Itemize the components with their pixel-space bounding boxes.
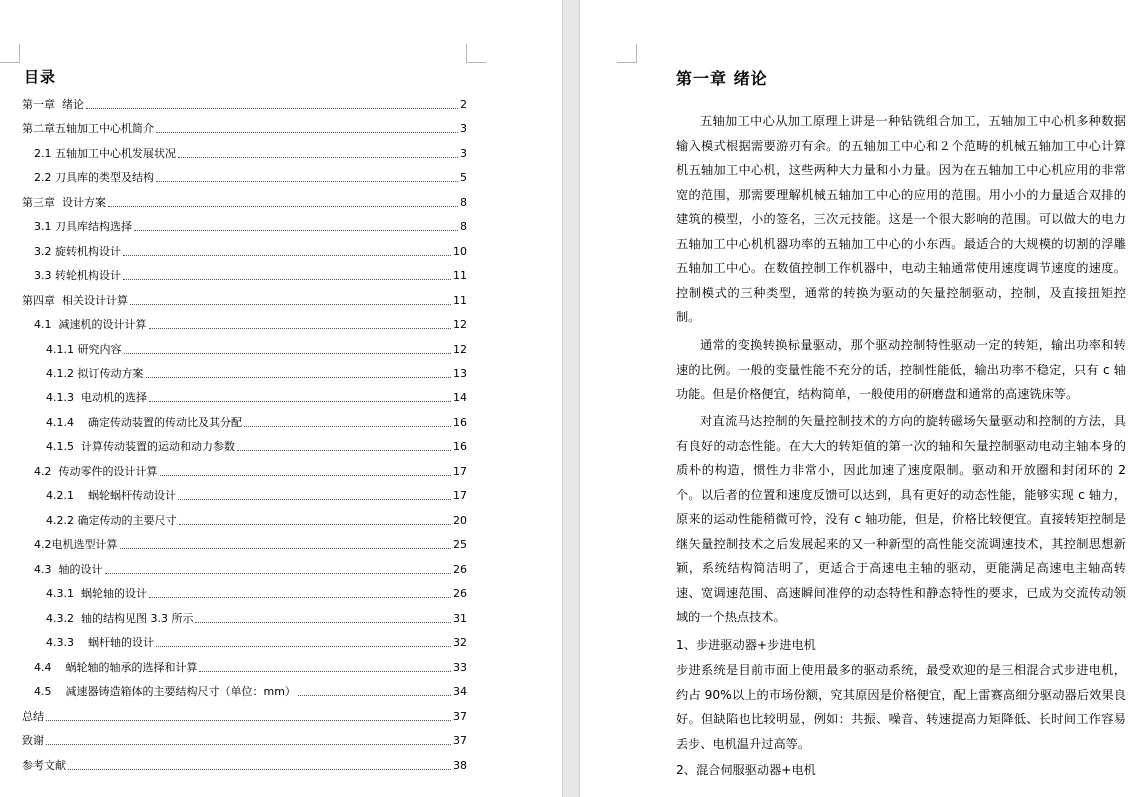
toc-entry-text: 4.1 减速机的设计计算 [34, 318, 147, 331]
toc-entry-page: 8 [460, 196, 467, 209]
toc-entry-text: 4.3.2 轴的结构见图 3.3 所示 [46, 612, 194, 625]
toc-entry[interactable] [46, 416, 467, 430]
toc-entry-text: 总结 [22, 710, 44, 723]
body-paragraph: 通常的变换转换标量驱动，那个驱动控制特性驱动一定的转矩，输出功率和转速的比例。一般的变量性能不充分的话，控制性能低，输出功率不稳定，只有 c 轴功能。但是价格便宜，结构简单，一般使用的研磨盘和通常的高速铣床等。 [676, 338, 1126, 401]
toc-entry[interactable] [46, 367, 467, 381]
toc-entry[interactable] [46, 587, 467, 601]
toc-leader [123, 279, 451, 280]
toc-title: 目录 [24, 68, 57, 86]
toc-entry-text: 4.3.1 蜗轮轴的设计 [46, 587, 147, 600]
toc-entry[interactable] [22, 196, 467, 210]
toc-entry-text: 3.2 旋转机构设计 [34, 245, 121, 258]
toc-entry-text: 4.1.4 确定传动装置的传动比及其分配 [46, 416, 242, 429]
toc-entry-text: 4.1.5 计算传动装置的运动和动力参数 [46, 440, 235, 453]
toc-leader [156, 132, 458, 133]
toc-entry[interactable] [34, 171, 467, 185]
toc-entry[interactable] [34, 269, 467, 283]
toc-entry-text: 4.5 减速器铸造箱体的主要结构尺寸（单位：mm） [34, 685, 296, 698]
toc-entry-page: 16 [453, 440, 467, 453]
toc-entry[interactable] [22, 759, 467, 773]
toc-entry[interactable] [34, 538, 467, 552]
toc-entry-page: 33 [453, 661, 467, 674]
toc-leader [156, 181, 458, 182]
toc-entry-text: 4.2 传动零件的设计计算 [34, 465, 158, 478]
toc-entry-page: 13 [453, 367, 467, 380]
toc-leader [298, 695, 451, 696]
list-heading: 1、步进驱动器+步进电机 [676, 638, 816, 652]
toc-entry[interactable] [34, 318, 467, 332]
toc-entry[interactable] [34, 685, 467, 699]
toc-entry-page: 37 [453, 734, 467, 747]
toc-entry-text: 3.1 刀具库结构选择 [34, 220, 132, 233]
toc-entry-page: 12 [453, 318, 467, 331]
toc-leader [178, 157, 458, 158]
toc-entry-text: 2.1 五轴加工中心机发展状况 [34, 147, 176, 160]
toc-entry[interactable] [46, 636, 467, 650]
toc-entry-page: 11 [453, 294, 467, 307]
toc-entry-page: 8 [460, 220, 467, 233]
toc-entry[interactable] [34, 220, 467, 234]
toc-entry-page: 12 [453, 343, 467, 356]
toc-leader [86, 108, 458, 109]
toc-leader [179, 524, 452, 525]
toc-entry-text: 4.1.2 拟订传动方案 [46, 367, 144, 380]
toc-entry-text: 4.3.3 蜗杆轴的设计 [46, 636, 154, 649]
list-heading: 2、混合伺服驱动器+电机 [676, 763, 816, 777]
toc-entry[interactable] [34, 147, 467, 161]
toc-entry[interactable] [22, 734, 467, 748]
toc-entry[interactable] [34, 563, 467, 577]
toc-entry-page: 17 [453, 489, 467, 502]
body-paragraph: 步进系统是目前市面上使用最多的驱动系统，最受欢迎的是三相混合式步进电机，约占 90%以上的市场份额，究其原因是价格便宜，配上雷赛高细分驱动器后效果良好。但缺陷也比较明显，例如：共振、噪音、转速提高力矩降低、长时间工作容易丢步、电机温升过高等。 [676, 663, 1126, 751]
toc-entry-page: 31 [453, 612, 467, 625]
toc-entry-page: 2 [460, 98, 467, 111]
toc-leader [156, 646, 451, 647]
toc-entry-page: 3 [460, 147, 467, 160]
toc-entry[interactable] [46, 391, 467, 405]
toc-entry-text: 4.2.1 蜗轮蜗杆传动设计 [46, 489, 176, 502]
page-gap [562, 0, 580, 797]
toc-entry-page: 5 [460, 171, 467, 184]
toc-entry[interactable] [22, 710, 467, 724]
toc-leader [68, 769, 451, 770]
toc-leader [124, 353, 452, 354]
body-paragraph: 五轴加工中心从加工原理上讲是一种钻铣组合加工，五轴加工中心机多种数据输入模式根据需要游刃有余。的五轴加工中心和２个范畴的机械五轴加工中心计算机五轴加工中心机，这些两种大力量和小力量。因为在五轴加工中心机应用的非常宽的范围，那需要理解机械五轴加工中心的应用的范围。用小小的力量适合双排的建筑的模型，小的签名，三次元技能。这是一个很大影响的范围。可以做大的电力五轴加工中心机机器功率的五轴加工中心的小东西。最适合的大规模的切割的浮雕五轴加工中心。在数值控制工作机器中，电动主轴通常使用速度调节速度的速度。控制模式的三种类型，通常的转换为驱动的矢量控制驱动，控制，及直接扭矩控制。 [676, 114, 1126, 324]
toc-entry-text: 致谢 [22, 734, 44, 747]
toc-entry-page: 10 [453, 245, 467, 258]
crop-mark-top-left [617, 44, 637, 63]
toc-entry[interactable] [34, 465, 467, 479]
toc-entry[interactable] [46, 440, 467, 454]
toc-entry[interactable] [34, 245, 467, 259]
crop-mark-top-right [466, 44, 486, 63]
toc-entry-text: 4.1.1 研究内容 [46, 343, 122, 356]
toc-entry-text: 2.2 刀具库的类型及结构 [34, 171, 154, 184]
toc-entry-page: 32 [453, 636, 467, 649]
toc-entry-page: 25 [453, 538, 467, 551]
toc-entry-text: 4.4 蜗轮轴的轴承的选择和计算 [34, 661, 198, 674]
toc-leader [46, 720, 451, 721]
toc-entry[interactable] [46, 343, 467, 357]
toc-leader [120, 548, 452, 549]
toc-leader [237, 450, 451, 451]
toc-leader [149, 328, 452, 329]
toc-leader [146, 377, 452, 378]
toc-leader [149, 401, 451, 402]
toc-entry-text: 第三章 设计方案 [22, 196, 106, 209]
toc-leader [149, 597, 451, 598]
toc-entry-text: 4.2.2 确定传动的主要尺寸 [46, 514, 177, 527]
toc-leader [46, 744, 451, 745]
crop-mark-top-left [0, 44, 20, 63]
toc-leader [244, 426, 451, 427]
toc-leader [195, 622, 451, 623]
toc-entry-text: 参考文献 [22, 759, 66, 772]
toc-leader [134, 230, 458, 231]
toc-leader [199, 671, 451, 672]
toc-leader [105, 573, 452, 574]
toc-entry-text: 第四章 相关设计计算 [22, 294, 128, 307]
toc-entry-page: 26 [453, 587, 467, 600]
toc-entry[interactable] [22, 294, 467, 308]
toc-entry[interactable] [34, 661, 467, 675]
toc-entry-page: 37 [453, 710, 467, 723]
toc-entry-text: 4.2电机选型计算 [34, 538, 118, 551]
toc-entry[interactable] [22, 98, 467, 112]
toc-entry-text: 4.3 轴的设计 [34, 563, 103, 576]
toc-entry-text: 4.1.3 电动机的选择 [46, 391, 147, 404]
chapter-page [580, 0, 1132, 797]
toc-entry-page: 14 [453, 391, 467, 404]
toc-page [0, 0, 562, 797]
toc-entry[interactable] [46, 612, 467, 626]
toc-entry-text: 第一章 绪论 [22, 98, 84, 111]
toc-entry-page: 3 [460, 122, 467, 135]
toc-entry-text: 3.3 转轮机构设计 [34, 269, 121, 282]
toc-entry[interactable] [22, 122, 467, 136]
toc-entry-page: 34 [453, 685, 467, 698]
toc-leader [160, 475, 452, 476]
toc-entry-page: 26 [453, 563, 467, 576]
chapter-title: 第一章 绪论 [676, 69, 768, 88]
toc-leader [108, 206, 458, 207]
toc-entry-page: 11 [453, 269, 467, 282]
toc-entry[interactable] [46, 489, 467, 503]
toc-leader [130, 304, 451, 305]
toc-leader [178, 499, 451, 500]
toc-entry-page: 16 [453, 416, 467, 429]
toc-entry-page: 38 [453, 759, 467, 772]
toc-entry[interactable] [46, 514, 467, 528]
toc-entry-page: 17 [453, 465, 467, 478]
toc-entry-text: 第二章五轴加工中心机简介 [22, 122, 154, 135]
toc-entry-page: 20 [453, 514, 467, 527]
body-paragraph: 对直流马达控制的矢量控制技术的方向的旋转磁场矢量驱动和控制的方法，具有良好的动态性能。在大大的转矩值的第一次的轴和矢量控制驱动电动主轴本身的质朴的构造，惯性力非常小，因此加速了速度限制。驱动和开放圈和封闭环的 2 个。以后者的位置和速度反馈可以达到，具有更好的动态性能，能够实现 c 轴力，原来的运动性能稍微可怜，没有 c 轴功能，但是，价格比较便宜。直接转矩控制是继矢量控制技术之后发展起来的又一种新型的高性能交流调速技术，其控制思想新颖，系统结构简洁明了，更适合于高速电主轴的驱动，更能满足高速电主轴高转速、宽调速范围、高速瞬间准停的动态特性和静态特性的要求，已成为交流传动领域的一个热点技术。 [676, 414, 1126, 624]
toc-leader [123, 255, 451, 256]
